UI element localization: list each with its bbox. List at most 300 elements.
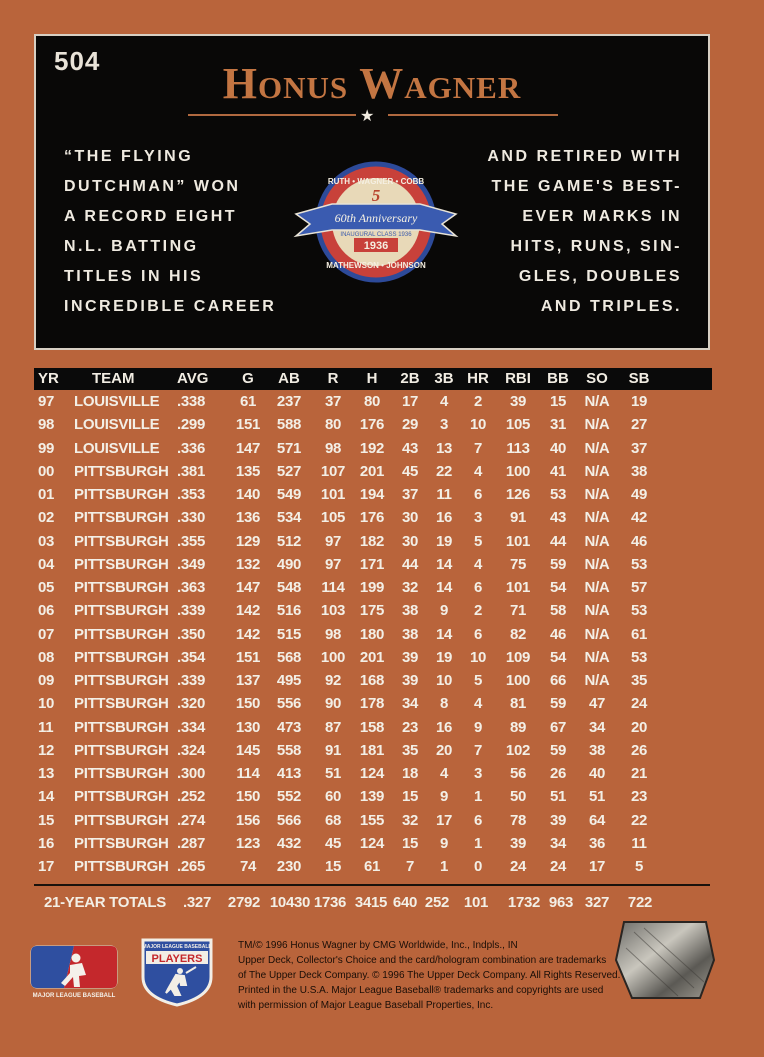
cell-sb: 38	[630, 462, 648, 480]
cell-h: 199	[359, 579, 385, 596]
cell-2b: 34	[401, 695, 419, 713]
cell-so: N/A	[584, 462, 610, 480]
bio-line: N.L. BATTING	[64, 238, 199, 255]
cell-h: 175	[359, 602, 385, 620]
stats-row	[34, 483, 712, 506]
cell-hr: 7	[473, 439, 483, 457]
cell-team: PITTSBURGH	[74, 695, 169, 713]
cell-ab: 534	[276, 509, 302, 527]
cell-ab: 588	[276, 416, 302, 434]
cell-team: PITTSBURGH	[74, 741, 169, 759]
cell-team: PITTSBURGH	[74, 648, 169, 666]
cell-g: 140	[235, 486, 261, 503]
cell-hr: 4	[473, 462, 483, 480]
players-logo-text: PLAYERS	[151, 953, 203, 965]
players-logo-icon	[140, 937, 214, 1007]
cell-so: N/A	[584, 672, 610, 689]
cell-rbi: 82	[509, 625, 527, 643]
cell-rbi: 39	[509, 393, 527, 410]
cell-h: 168	[359, 672, 385, 689]
cell-ab: 566	[276, 811, 302, 829]
totals-ab: 10430	[269, 894, 311, 911]
totals-label: 21-YEAR TOTALS	[44, 894, 166, 911]
cell-ab: 473	[276, 718, 302, 736]
cell-g: 156	[235, 811, 261, 829]
bio-line: A RECORD EIGHT	[64, 208, 238, 225]
cell-yr: 05	[38, 579, 55, 596]
cell-so: 40	[588, 765, 606, 782]
cell-ab: 237	[276, 393, 302, 410]
cell-rbi: 101	[505, 532, 531, 550]
cell-2b: 29	[401, 416, 419, 434]
stats-row	[34, 855, 712, 878]
cell-yr: 06	[38, 602, 55, 620]
cell-hr: 3	[473, 765, 483, 782]
cell-avg: .265	[177, 858, 205, 875]
cell-r: 80	[324, 416, 342, 434]
cell-2b: 32	[401, 579, 419, 596]
totals-sb: 722	[627, 894, 653, 911]
cell-yr: 14	[38, 788, 55, 806]
cell-so: 17	[588, 858, 606, 875]
header-h: H	[366, 370, 378, 387]
cell-yr: 04	[38, 555, 55, 573]
header-team: TEAM	[92, 370, 135, 387]
cell-3b: 16	[435, 509, 453, 527]
cell-r: 87	[324, 718, 342, 736]
cell-rbi: 91	[509, 509, 527, 527]
cell-avg: .363	[177, 579, 205, 596]
cell-3b: 17	[435, 811, 453, 829]
cell-sb: 11	[631, 834, 647, 852]
totals-r: 1736	[313, 894, 347, 911]
cell-yr: 09	[38, 672, 55, 689]
cell-2b: 15	[401, 788, 419, 806]
cell-avg: .336	[177, 439, 205, 457]
card-number: 504	[54, 46, 101, 76]
bio-line: GLES, DOUBLES	[518, 268, 682, 285]
cell-bb: 40	[549, 439, 567, 457]
cell-h: 155	[359, 811, 385, 829]
cell-yr: 10	[38, 695, 55, 713]
seal-numeral: 5	[371, 186, 381, 205]
cell-3b: 20	[435, 741, 453, 759]
cell-team: LOUISVILLE	[74, 439, 160, 457]
cell-avg: .355	[177, 532, 205, 550]
cell-g: 129	[235, 532, 261, 550]
cell-avg: .300	[177, 765, 205, 782]
cell-yr: 11	[38, 718, 54, 736]
cell-yr: 00	[38, 462, 55, 480]
cell-bb: 54	[549, 648, 567, 666]
cell-r: 107	[320, 462, 346, 480]
cell-yr: 08	[38, 648, 55, 666]
cell-avg: .349	[177, 555, 205, 573]
legal-line: Upper Deck, Collector's Choice and the card/hologram combination are trademarks	[238, 955, 607, 966]
cell-yr: 02	[38, 509, 55, 527]
stats-row	[34, 576, 712, 599]
cell-avg: .252	[177, 788, 205, 806]
cell-r: 97	[324, 532, 342, 550]
header-sb: SB	[628, 370, 650, 387]
cell-h: 176	[359, 509, 385, 527]
cell-2b: 32	[401, 811, 419, 829]
cell-h: 61	[363, 858, 381, 875]
cell-sb: 61	[630, 625, 648, 643]
cell-3b: 19	[435, 648, 453, 666]
cell-hr: 2	[473, 393, 483, 410]
cell-sb: 5	[634, 858, 644, 875]
cell-3b: 10	[435, 672, 453, 689]
cell-bb: 66	[549, 672, 567, 689]
cell-bb: 59	[549, 555, 567, 573]
cell-2b: 15	[401, 834, 419, 852]
totals-2b: 640	[392, 894, 418, 911]
cell-sb: 24	[630, 695, 648, 713]
cell-ab: 527	[276, 462, 302, 480]
cell-ab: 516	[276, 602, 302, 620]
bio-panel	[34, 34, 710, 350]
cell-2b: 7	[405, 858, 415, 875]
header-avg: AVG	[177, 370, 209, 387]
totals-rbi: 1732	[507, 894, 541, 911]
cell-so: N/A	[584, 509, 610, 527]
cell-3b: 3	[439, 416, 449, 434]
cell-h: 181	[359, 741, 385, 759]
cell-g: 130	[235, 718, 261, 736]
cell-ab: 548	[276, 579, 302, 596]
cell-g: 150	[235, 695, 261, 713]
cell-sb: 20	[630, 718, 648, 736]
cell-yr: 13	[38, 765, 55, 782]
cell-sb: 49	[630, 486, 648, 503]
cell-bb: 58	[549, 602, 567, 620]
cell-yr: 01	[38, 486, 55, 503]
cell-3b: 4	[439, 393, 449, 410]
stats-row	[34, 506, 712, 529]
bio-line: AND RETIRED WITH	[487, 148, 682, 165]
cell-avg: .338	[177, 393, 205, 410]
cell-rbi: 101	[505, 579, 531, 596]
cell-sb: 53	[630, 648, 648, 666]
cell-h: 192	[359, 439, 385, 457]
cell-h: 201	[359, 462, 385, 480]
cell-2b: 18	[401, 765, 419, 782]
cell-avg: .324	[177, 741, 205, 759]
cell-r: 100	[320, 648, 346, 666]
cell-hr: 2	[473, 602, 483, 620]
cell-h: 124	[359, 765, 385, 782]
cell-team: PITTSBURGH	[74, 858, 169, 875]
cell-hr: 6	[473, 811, 483, 829]
cell-r: 105	[320, 509, 346, 527]
legal-line: TM/© 1996 Honus Wagner by CMG Worldwide, Inc., Indpls., IN	[238, 940, 518, 951]
cell-team: PITTSBURGH	[74, 718, 169, 736]
cell-2b: 39	[401, 648, 419, 666]
cell-3b: 4	[439, 765, 449, 782]
cell-team: PITTSBURGH	[74, 834, 169, 852]
cell-team: LOUISVILLE	[74, 393, 160, 410]
cell-bb: 43	[549, 509, 567, 527]
cell-hr: 1	[473, 788, 483, 806]
stats-rows	[34, 390, 712, 878]
cell-ab: 549	[276, 486, 302, 503]
cell-3b: 14	[435, 625, 453, 643]
cell-bb: 31	[549, 416, 567, 434]
cell-sb: 27	[630, 416, 648, 434]
seal-top-text: RUTH • WAGNER • COBB	[327, 177, 425, 186]
cell-bb: 67	[549, 718, 567, 736]
cell-rbi: 113	[506, 439, 530, 457]
cell-so: 36	[588, 834, 606, 852]
stats-row	[34, 623, 712, 646]
totals-row	[34, 891, 712, 913]
cell-avg: .330	[177, 509, 205, 527]
cell-so: N/A	[584, 416, 610, 434]
cell-team: PITTSBURGH	[74, 486, 169, 503]
cell-r: 90	[324, 695, 342, 713]
cell-g: 132	[235, 555, 261, 573]
cell-bb: 41	[549, 462, 567, 480]
cell-team: PITTSBURGH	[74, 625, 169, 643]
cell-r: 97	[324, 555, 342, 573]
cell-bb: 59	[549, 695, 567, 713]
cell-ab: 432	[276, 834, 302, 852]
cell-so: N/A	[584, 648, 610, 666]
stats-header	[34, 368, 712, 390]
cell-h: 176	[359, 416, 385, 434]
cell-so: N/A	[584, 555, 610, 573]
cell-avg: .381	[177, 462, 205, 480]
stats-table	[34, 368, 712, 878]
cell-2b: 37	[401, 486, 419, 503]
cell-bb: 15	[549, 393, 567, 410]
cell-3b: 13	[435, 439, 453, 457]
legal-line: Printed in the U.S.A. Major League Baseball® trademarks and copyrights are used	[238, 985, 604, 996]
cell-ab: 495	[276, 672, 302, 689]
cell-r: 60	[324, 788, 342, 806]
cell-hr: 6	[473, 579, 483, 596]
star-icon: ★	[360, 108, 375, 125]
cell-sb: 53	[630, 602, 648, 620]
cell-2b: 38	[401, 625, 419, 643]
cell-sb: 53	[630, 555, 648, 573]
cell-avg: .353	[177, 486, 205, 503]
totals-divider	[34, 884, 710, 886]
cell-so: 34	[588, 718, 606, 736]
header-r: R	[327, 370, 339, 387]
cell-r: 98	[324, 625, 342, 643]
cell-hr: 4	[473, 695, 483, 713]
cell-sb: 26	[630, 741, 648, 759]
cell-yr: 15	[38, 811, 55, 829]
cell-h: 158	[359, 718, 385, 736]
cell-team: PITTSBURGH	[74, 811, 169, 829]
cell-g: 147	[235, 579, 261, 596]
cell-g: 142	[235, 602, 261, 620]
totals-avg: .327	[183, 894, 211, 911]
cell-r: 101	[320, 486, 346, 503]
cell-yr: 98	[38, 416, 55, 434]
cell-team: PITTSBURGH	[74, 579, 169, 596]
cell-3b: 16	[435, 718, 453, 736]
cell-rbi: 105	[505, 416, 531, 434]
cell-yr: 03	[38, 532, 55, 550]
cell-bb: 46	[549, 625, 567, 643]
stats-row	[34, 785, 712, 808]
cell-so: N/A	[584, 393, 610, 410]
stats-row	[34, 390, 712, 413]
cell-r: 45	[324, 834, 342, 852]
cell-g: 151	[235, 416, 261, 434]
cell-rbi: 75	[509, 555, 527, 573]
cell-team: PITTSBURGH	[74, 765, 169, 782]
cell-ab: 568	[276, 648, 302, 666]
bio-text-left	[64, 142, 276, 322]
header-rbi: RBI	[505, 370, 531, 387]
bio-line: HITS, RUNS, SIN-	[510, 238, 682, 255]
totals-h: 3415	[354, 894, 388, 911]
cell-yr: 97	[38, 393, 55, 410]
cell-rbi: 89	[509, 718, 527, 736]
cell-g: 114	[236, 765, 260, 782]
cell-so: N/A	[584, 579, 610, 596]
cell-bb: 53	[549, 486, 567, 503]
cell-rbi: 100	[505, 462, 531, 480]
cell-h: 178	[359, 695, 385, 713]
cell-h: 80	[363, 393, 381, 410]
cell-ab: 552	[276, 788, 302, 806]
cell-avg: .339	[177, 602, 205, 620]
cell-so: N/A	[584, 602, 610, 620]
stats-row	[34, 413, 712, 436]
stats-row	[34, 762, 712, 785]
cell-so: 64	[588, 811, 606, 829]
cell-2b: 44	[401, 555, 419, 573]
cell-rbi: 109	[505, 648, 531, 666]
bio-line: EVER MARKS IN	[522, 208, 682, 225]
bio-line: INCREDIBLE CAREER	[64, 298, 277, 315]
cell-g: 145	[235, 741, 261, 759]
cell-h: 201	[359, 648, 385, 666]
cell-avg: .287	[177, 834, 205, 852]
cell-3b: 14	[435, 579, 453, 596]
cell-3b: 1	[439, 858, 449, 875]
cell-2b: 30	[401, 509, 419, 527]
cell-team: PITTSBURGH	[74, 555, 169, 573]
cell-rbi: 71	[509, 602, 527, 620]
cell-bb: 54	[549, 579, 567, 596]
cell-g: 61	[239, 393, 257, 410]
cell-g: 151	[235, 648, 261, 666]
cell-avg: .350	[177, 625, 205, 643]
cell-3b: 14	[435, 555, 453, 573]
cell-rbi: 126	[505, 486, 531, 503]
players-logo-top-text: MAJOR LEAGUE BASEBALL	[142, 944, 212, 950]
cell-sb: 22	[630, 811, 648, 829]
cell-h: 180	[359, 625, 385, 643]
cell-team: PITTSBURGH	[74, 602, 169, 620]
hologram-icon	[614, 918, 716, 1002]
bio-line: TITLES IN HIS	[64, 268, 204, 285]
cell-3b: 9	[439, 834, 449, 852]
cell-3b: 22	[435, 462, 453, 480]
bio-line: AND TRIPLES.	[540, 298, 682, 315]
seal-year: 1936	[363, 240, 389, 252]
cell-2b: 23	[401, 718, 419, 736]
cell-r: 15	[324, 858, 342, 875]
cell-rbi: 102	[505, 741, 531, 759]
stats-row	[34, 809, 712, 832]
stats-row	[34, 669, 712, 692]
cell-hr: 4	[473, 555, 483, 573]
cell-avg: .334	[177, 718, 205, 736]
cell-hr: 10	[469, 648, 487, 666]
cell-3b: 11	[436, 486, 452, 503]
name-underline-right	[388, 114, 558, 116]
stats-row	[34, 646, 712, 669]
cell-avg: .299	[177, 416, 205, 434]
cell-g: 136	[235, 509, 261, 527]
cell-h: 182	[359, 532, 385, 550]
cell-so: 38	[588, 741, 606, 759]
cell-rbi: 56	[509, 765, 527, 782]
header-bb: BB	[547, 370, 569, 387]
seal-bottom-text: MATHEWSON • JOHNSON	[326, 261, 426, 270]
cell-bb: 51	[549, 788, 567, 806]
cell-ab: 413	[276, 765, 302, 782]
cell-rbi: 81	[509, 695, 527, 713]
cell-rbi: 78	[509, 811, 527, 829]
cell-avg: .339	[177, 672, 205, 689]
bio-text-right	[487, 142, 682, 322]
cell-team: PITTSBURGH	[74, 509, 169, 527]
legal-line: with permission of Major League Baseball Properties, Inc.	[238, 1000, 494, 1011]
cell-2b: 30	[401, 532, 419, 550]
cell-g: 137	[235, 672, 261, 689]
cell-h: 194	[359, 486, 385, 503]
cell-r: 37	[324, 393, 342, 410]
cell-3b: 8	[439, 695, 449, 713]
header-ab: AB	[278, 370, 300, 387]
cell-g: 150	[235, 788, 261, 806]
cell-r: 92	[324, 672, 342, 689]
cell-r: 51	[324, 765, 342, 782]
seal-sub-text: INAUGURAL CLASS 1936	[340, 232, 412, 238]
totals-bb: 963	[548, 894, 574, 911]
cell-bb: 24	[549, 858, 567, 875]
cell-hr: 5	[473, 532, 483, 550]
header-hr: HR	[467, 370, 489, 387]
cell-sb: 35	[630, 672, 648, 689]
cell-hr: 1	[473, 834, 483, 852]
legal-line: of The Upper Deck Company. © 1996 The Upper Deck Company. All Rights Reserved.	[238, 970, 621, 981]
cell-ab: 512	[276, 532, 302, 550]
cell-ab: 556	[276, 695, 302, 713]
cell-bb: 59	[549, 741, 567, 759]
stats-row	[34, 437, 712, 460]
cell-g: 123	[235, 834, 261, 852]
cell-so: N/A	[584, 532, 610, 550]
cell-yr: 12	[38, 741, 55, 759]
cell-sb: 46	[630, 532, 648, 550]
cell-rbi: 39	[509, 834, 527, 852]
cell-r: 91	[324, 741, 342, 759]
stats-row	[34, 553, 712, 576]
totals-g: 2792	[227, 894, 261, 911]
cell-so: N/A	[584, 486, 610, 503]
legal-text	[238, 938, 620, 1013]
